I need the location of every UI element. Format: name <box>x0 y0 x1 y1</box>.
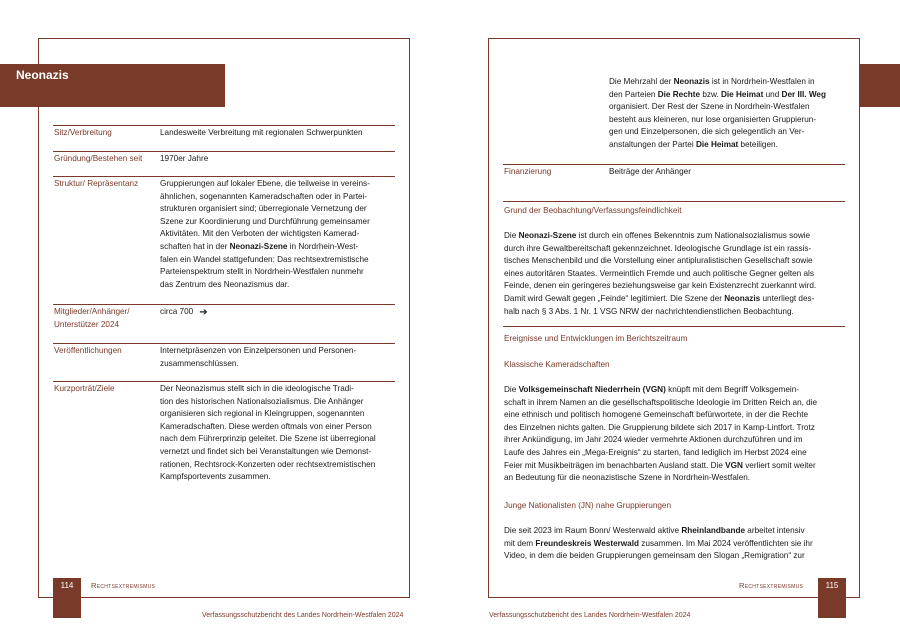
value-veroeffentlichungen: Internetpräsenzen von Einzelpersonen und Personen- zusammenschlüssen. <box>160 346 357 368</box>
arrow-right-icon: ➔ <box>199 307 208 318</box>
footer-left: Verfassungsschutzbericht des Landes Nordrhein-Westfalen 2024 <box>202 612 404 619</box>
heading-kameradschaften: Klassische Kameradschaften <box>504 360 610 369</box>
label-finanzierung: Finanzierung <box>504 167 552 176</box>
heading-grund: Grund der Beobachtung/Verfassungsfeindlichkeit <box>504 206 682 215</box>
label-struktur: Struktur/ Repräsentanz <box>54 179 139 188</box>
heading-ereignisse: Ereignisse und Entwicklungen im Berichtszeitraum <box>504 334 688 343</box>
continued-text: Die Mehrzahl der Neonazis ist in Nordrhein-Westfalen in den Parteien Die Rechte bzw. Die Heimat und Der III. Weg organisiert. Der Rest der Szene in Nordrhein-Westfalen besteht aus kleineren, nur lose organisierten Gruppierun- gen und Einzelpersonen, die sich gelegentlich an Ver- anstaltungen der Partei Die Heimat beteiligen. <box>609 77 826 149</box>
footer-right: Verfassungsschutzbericht des Landes Nordrhein-Westfalen 2024 <box>489 612 691 619</box>
label-kurzportraet: Kurzporträt/Ziele <box>54 384 115 393</box>
value-kurzportraet: Der Neonazismus stellt sich in die ideologische Tradi- tion des historischen Nationalsozialismus. Die Anhänger organisieren sich regional in Kleingruppen, sogenannten Kameradschaften. Diese werden oftmals von einer Person nach dem Führerprinzip geleitet. Die Szene ist überregional vernetzt und findet sich bei Veranstaltungen wie Demonst- rationen, Rechtsrock-Konzerten oder rechtsextremistischen Kampfsportevents zusammen. <box>160 384 376 482</box>
value-finanzierung: Beiträge der Anhänger <box>609 167 691 176</box>
table-rule <box>53 304 395 305</box>
table-rule <box>53 381 395 382</box>
label-gruendung: Gründung/Bestehen seit <box>54 154 143 163</box>
table-rule <box>53 125 395 126</box>
value-mitglieder: circa 700 ➔ <box>160 307 208 318</box>
page-title: Neonazis <box>16 68 69 82</box>
value-sitz: Landesweite Verbreitung mit regionalen Schwerpunkten <box>160 128 363 137</box>
section-tag-left: Rechtsextremismus <box>91 581 156 590</box>
table-rule <box>53 151 395 152</box>
value-gruendung: 1970er Jahre <box>160 154 209 163</box>
paragraph-jn: Die seit 2023 im Raum Bonn/ Westerwald aktive Rheinlandbande arbeitet intensiv mit dem Freundeskreis Westerwald zusammen. Im Mai 2024 veröffentlichten sie ihr Video, in dem die beiden Gruppierungen gemeinsam den Slogan „Remigration“ zur <box>504 526 813 561</box>
section-rule <box>503 326 845 327</box>
right-side-band <box>860 64 900 107</box>
table-rule <box>53 176 395 177</box>
section-tag-right: Rechtsextremismus <box>739 581 804 590</box>
label-mitglieder: Mitglieder/Anhänger/ Unterstützer 2024 <box>54 307 130 329</box>
table-rule <box>53 343 395 344</box>
table-rule <box>503 201 845 202</box>
page-number-right: 115 <box>818 578 846 618</box>
table-rule <box>503 164 845 165</box>
label-veroeffentlichungen: Veröffentlichungen <box>54 346 122 355</box>
paragraph-kameradschaften: Die Volksgemeinschaft Niederrhein (VGN) knüpft mit dem Begriff Volksgemein- schaft in ihrem Namen an die gesellschaftspolitische Ideologie im Dritten Reich an, die eine ethnisch und politisch homogene Gemeinschaft befürwortete, in der die Rechte des Einzelnen nichts galten. Die Gruppierung bildete sich 2017 in Kamp-Lintfort. Trotz ihrer Ankündigung, im Jahr 2024 wieder vermehrte Aktionen durchzuführen und im Laufe des Jahres ein „Mega-Ereignis“ zu starten, fand lediglich im Herbst 2024 eine Feier mit Musikbeiträgen im benachbarten Ausland statt. Die VGN verliert somit weiter an Bedeutung für die neonazistische Szene in Nordrhein-Westfalen. <box>504 385 818 483</box>
value-struktur: Gruppierungen auf lokaler Ebene, die teilweise in vereins- ähnlichen, sogenannten Kameradschaften oder in Partei- strukturen organisiert sind; überregionale Vernetzung der Szene zur Koordinierung und Durchführung gemeinsamer Aktivitäten. Mit den Verboten der wichtigsten Kamerad- schaften hat in der Neonazi-Szene in Nordrhein-West- falen ein Wandel stattgefunden: Das rechtsextremistische Parteienspektrum stellt in Nordrhein-Westfalen nunmehr das Zentrum des Neonazismus dar. <box>160 179 370 289</box>
heading-jn: Junge Nationalisten (JN) nahe Gruppierungen <box>504 501 672 510</box>
label-sitz: Sitz/Verbreitung <box>54 128 112 137</box>
title-band <box>0 64 225 107</box>
page-number-left: 114 <box>53 578 81 618</box>
paragraph-grund: Die Neonazi-Szene ist durch ein offenes Bekenntnis zum Nationalsozialismus sowie durch ihre Gewaltbereitschaft gekennzeichnet. Ideologische Grundlage ist ein rassis- tisches Menschenbild und die Vorstellung einer antipluralistischen Gesellschaft sowie eines autoritären Staates. Vermeintlich Fremde und auch politische Gegner gelten als Feinde, denen ein geringeres beziehungsweise gar kein Existenzrecht zuerkannt wird. Damit wird Gewalt gegen „Feinde“ legitimiert. Die Szene der Neonazis unterliegt des- halb nach § 3 Abs. 1 Nr. 1 VSG NRW der nachrichtendienstlichen Beobachtung. <box>504 231 817 316</box>
